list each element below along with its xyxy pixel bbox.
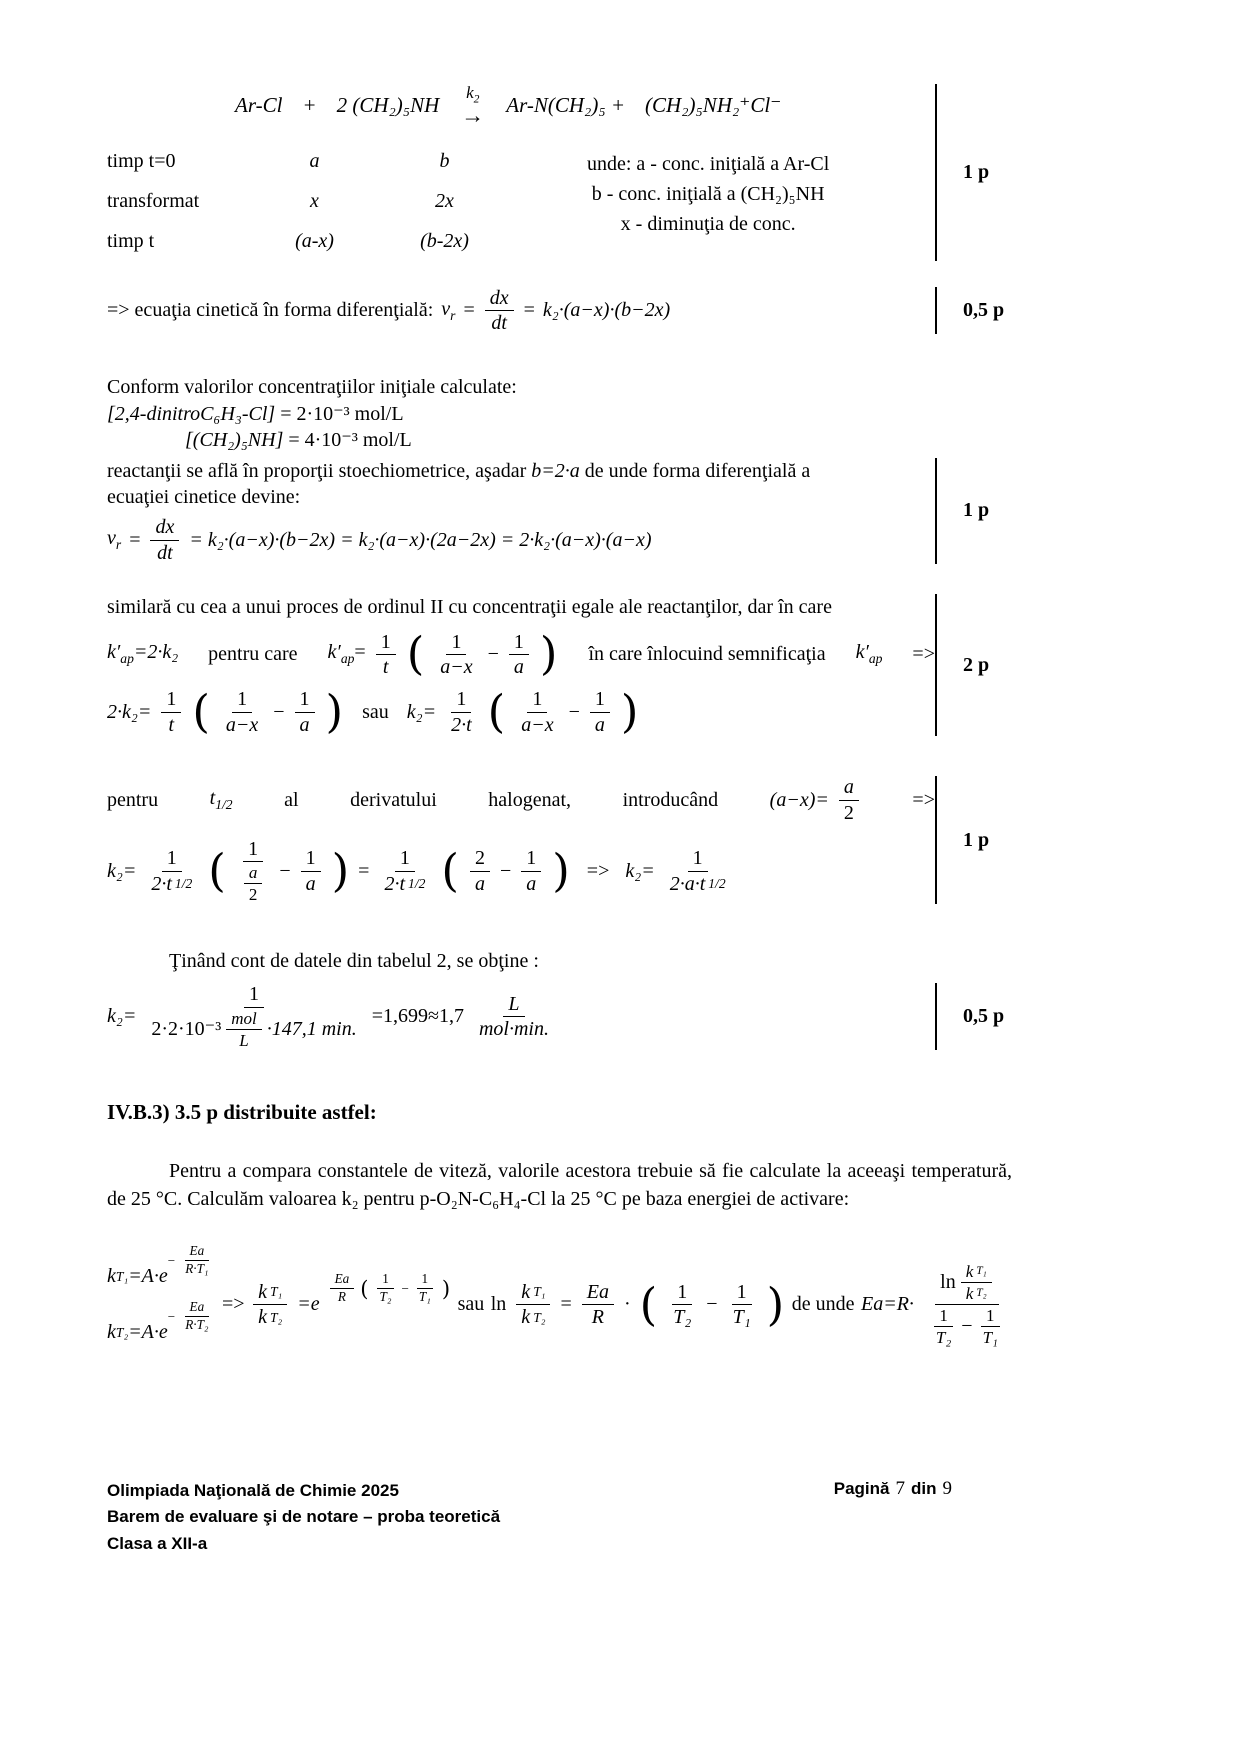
paragraph-text-c: ecuaţiei cinetice devine:: [107, 485, 301, 508]
exponent: [168, 1300, 216, 1333]
minus-sign: −: [568, 700, 580, 723]
numerator: 2: [470, 847, 490, 871]
two-k2-equals: 2·k₂=: [107, 700, 152, 723]
half-subscript: 1/2: [215, 797, 233, 812]
one-over-t: [161, 688, 181, 736]
numerator: 1: [590, 688, 610, 712]
denominator: a: [513, 655, 524, 678]
numerator: [253, 1281, 287, 1305]
k-symbol: k: [107, 1265, 116, 1288]
denominator: [237, 862, 270, 904]
numerator: 1: [243, 838, 263, 862]
denominator: 2: [843, 801, 854, 824]
equation-chain-text: = k₂·(a−x)·(b−2x) = k₂·(a−x)·(2a−2x) = 2·k₂·(a−x)·(a−x): [189, 528, 652, 551]
table2-intro-text: Ţinând cont de datele din tabelul 2, se obţine :: [169, 950, 539, 973]
v-r-symbol: [441, 298, 455, 324]
score-badge-2: [935, 287, 1004, 335]
page-of-label: din: [911, 1479, 937, 1498]
k-ratio: [516, 1281, 550, 1329]
numerator: 1: [301, 847, 321, 871]
numerator: 1: [521, 847, 541, 871]
denominator: T₂: [935, 1328, 952, 1348]
denominator: R: [591, 1306, 604, 1329]
reactant-arcl: Ar-Cl: [235, 92, 283, 117]
a-minus-x-equals-half-a: [770, 776, 861, 824]
minus-sign: −: [167, 1308, 176, 1324]
one-over-a-minus-x: [516, 688, 558, 736]
ap-subscript: ap: [340, 651, 355, 667]
minus-sign: −: [401, 1280, 409, 1296]
plus-sign: +: [302, 92, 317, 117]
numerator: a: [244, 863, 263, 884]
section-apparent-constant: [107, 594, 1241, 739]
denominator: a−x: [440, 655, 473, 678]
k-symbol: k: [521, 1280, 531, 1303]
k2-equals: k₂=: [406, 700, 437, 723]
half-subscript: 1/2: [408, 876, 426, 892]
k-symbol: k: [965, 1284, 974, 1304]
paragraph-text-b: de unde forma diferenţială a: [584, 459, 811, 482]
half-subscript: 1/2: [708, 876, 726, 892]
numerator: 1: [162, 847, 182, 871]
numerator: 1: [244, 983, 264, 1007]
two-t: 2·t: [384, 872, 406, 895]
a-over-2: [839, 776, 859, 824]
denominator: T₁: [732, 1306, 751, 1329]
v-subscript: r: [450, 307, 456, 323]
denominator: t: [168, 713, 175, 736]
minus-sign: −: [273, 700, 285, 723]
v-symbol: v: [441, 297, 451, 320]
one-over-T2: [375, 1272, 397, 1305]
one-over-2t: [446, 688, 477, 736]
equals-sign: =: [523, 299, 535, 322]
species-2-label: [(CH₂)₅NH]: [185, 429, 284, 452]
denominator: T₂: [673, 1306, 692, 1329]
denominator: L: [239, 1030, 249, 1050]
time-factor: ·147,1 min.: [266, 1018, 357, 1041]
col-a-value: (a-x): [295, 229, 334, 252]
reaction-equation: [235, 84, 935, 127]
equals-e: =e: [297, 1293, 320, 1316]
A-e-factor: =A·e: [128, 1265, 168, 1288]
one-over-a-minus-x: [435, 631, 477, 679]
equals-sign: =: [463, 299, 475, 322]
arrhenius-eq-T1: [107, 1243, 216, 1298]
footer-left: [107, 1478, 500, 1557]
sau-text: sau: [457, 1293, 485, 1316]
numeric-fraction: [146, 983, 361, 1049]
one-over-2at-half: [665, 847, 731, 895]
one-over-a: [509, 631, 529, 679]
numerator: 1: [688, 847, 708, 871]
row-label: transformat: [107, 189, 200, 212]
T2-subscript: T₂: [533, 1309, 546, 1325]
numerator: 1: [451, 688, 471, 712]
equals-sign: =: [354, 641, 366, 664]
denominator: t: [382, 655, 389, 678]
footer-page-number: [834, 1478, 952, 1500]
section-stoichiometric: [107, 458, 1241, 565]
footer-document-type: Barem de evaluare şi de notare – proba teoretică: [107, 1507, 501, 1527]
k-subscript: 2: [473, 92, 480, 106]
concentration-2: [185, 427, 935, 453]
k-symbol: k: [107, 1321, 116, 1344]
apparent-constant-content: [107, 594, 935, 739]
a-over-2: [244, 863, 263, 904]
score-badge-6: [935, 983, 1004, 1049]
Ea-over-RT1: [180, 1244, 213, 1277]
col-b-value: b: [439, 149, 450, 172]
arrhenius-derivation: [107, 1243, 1012, 1354]
denominator: [961, 1283, 992, 1303]
k-prime: k′: [107, 641, 121, 664]
denominator: [516, 1305, 550, 1328]
denominator: R: [337, 1289, 346, 1305]
col-a-value: x: [310, 189, 319, 212]
kap-definition-row: [107, 627, 935, 681]
exponent: [168, 1244, 216, 1277]
minus-sign: −: [279, 859, 291, 882]
a-minus-x: (a−x)=: [769, 788, 829, 811]
Ea-over-R: [330, 1272, 355, 1305]
k-symbol: k: [258, 1306, 267, 1329]
minus-sign: −: [961, 1315, 973, 1338]
T1-subscript: T₁: [115, 1268, 129, 1284]
inlocuind-text: în care înlocuind semnificaţia: [588, 642, 826, 665]
score-value: 1 p: [963, 828, 990, 851]
mol-per-liter: [226, 1009, 262, 1050]
Ea-equals-R: Ea=R·: [860, 1293, 914, 1316]
section-numeric-result: [107, 983, 1241, 1049]
implies-sign: =>: [222, 1293, 245, 1316]
species-1-value: = 2·10⁻³ mol/L: [280, 402, 404, 425]
section-reaction-content: [107, 84, 935, 261]
table-row: [107, 181, 517, 221]
numerator: 1: [376, 631, 396, 655]
t-symbol: t: [209, 787, 216, 809]
concentration-1: [107, 401, 935, 427]
denominator: a: [299, 713, 310, 736]
rate-constant-over-arrow: [466, 84, 479, 105]
equals-sign: =: [358, 859, 370, 882]
Ea-over-R: [582, 1281, 614, 1329]
numerator: a: [839, 776, 859, 800]
T1-subscript: T₁: [269, 1284, 283, 1300]
score-value: 1 p: [963, 160, 990, 183]
numerator: [935, 1262, 999, 1305]
T1-subscript: T₁: [533, 1284, 546, 1300]
numerator: 1: [527, 688, 547, 712]
rate-equation-chain: [107, 516, 935, 564]
denominator: 2·t: [451, 713, 472, 736]
one-over-a: [521, 847, 541, 895]
k2-half-life-row: k₂= 1 2·t 1/2 ( $\frac{1}{\frac{a}{2}}$ − $\frac{1}{a}$ ) = 1 2·t 1/2 ( $\frac{2}{a}$ − $\frac{1}{a}$ ) => k₂= 1 2·a·t 1/2: [107, 838, 935, 904]
numerator: Ea: [330, 1272, 355, 1289]
ln-operator: ln: [490, 1293, 507, 1316]
legend-line-a: unde: a - conc. iniţială a Ar-Cl: [587, 152, 830, 175]
numeric-result-line: [107, 983, 935, 1049]
col-b-value: 2x: [435, 189, 454, 212]
paragraph-text-a: reactanţii se află în proporţii stoechiometrice, aşadar: [107, 459, 527, 482]
product-arn: Ar-N(CH₂)₅ +: [506, 92, 626, 117]
denominator: [665, 872, 731, 895]
derivatului-text: derivatului: [350, 788, 437, 811]
k2-equals: k₂=: [107, 859, 137, 882]
v-subscript: r: [115, 537, 122, 553]
page-footer: [107, 1478, 952, 1557]
pentru-care-text: pentru care: [208, 642, 298, 665]
minus-sign: −: [487, 642, 499, 665]
numerator: 1: [934, 1306, 953, 1327]
legend-line-b: b - conc. iniţială a (CH₂)₅NH: [591, 182, 825, 205]
page-total: 9: [942, 1478, 952, 1499]
log-form: ln k T₁ k T₂ = $\frac{Ea}{R}$ · ( $\frac{1}{\text{T₂}}$ − $\frac{1}{\text{T₁}}$ ): [490, 1277, 785, 1331]
one-over-T2: [931, 1306, 956, 1347]
ap-subscript: ap: [120, 651, 134, 667]
denominator: T₁: [982, 1328, 998, 1348]
denominator: [924, 1305, 1010, 1347]
one-over-T2: [668, 1281, 696, 1329]
denominator: a: [594, 713, 605, 736]
numerator: Ea: [582, 1281, 614, 1305]
numerator: L: [503, 993, 524, 1017]
minus-sign: −: [499, 859, 512, 882]
numerator: 1: [446, 631, 466, 655]
equals-sign: =: [560, 1293, 572, 1316]
col-b-value: (b-2x): [420, 229, 469, 252]
numerator: 1: [509, 631, 529, 655]
one-over-a-minus-x: [221, 688, 263, 736]
k-prime: k′: [327, 641, 341, 664]
numerator: dx: [485, 287, 514, 311]
numerator: 1: [395, 847, 415, 871]
activation-energy-paragraph: Pentru a compara constantele de viteză, valorile acestora trebuie să fie calculate la aceeaşi temperatură, de 25 °C. Calculăm valoarea k₂ pentru p-O₂N-C₆H₄-Cl la 25 °C pe baza energiei de activare:: [107, 1159, 1012, 1211]
result-value: =1,699≈1,7: [371, 1005, 464, 1028]
denominator: 2: [248, 885, 258, 905]
stoichiometric-content: [107, 458, 935, 565]
score-badge-3: [935, 458, 989, 565]
kap-symbol: [856, 641, 883, 667]
footer-olympiad-title: Olimpiada Naţională de Chimie 2025: [107, 1481, 399, 1500]
equals-sign: =: [129, 528, 141, 551]
one-over-half-a: [237, 838, 270, 904]
implies-sign: =>: [912, 788, 935, 811]
section-half-life: [107, 776, 1241, 904]
denominator: mol·min.: [478, 1018, 549, 1041]
k-prime: k′: [855, 641, 869, 664]
initial-concentrations-block: [107, 374, 935, 453]
two-a-t: 2·a·t: [669, 872, 706, 895]
k-ratio: [253, 1281, 287, 1329]
denominator: a: [474, 872, 485, 895]
col-a-value: a: [309, 149, 320, 172]
numerator: 1: [377, 1272, 394, 1289]
one-over-t: [376, 631, 396, 679]
denominator: dt: [157, 541, 173, 564]
differential-equation-line: [107, 287, 935, 335]
one-over-T1: [728, 1281, 756, 1329]
T2-subscript: T₂: [269, 1309, 283, 1325]
arrow-icon: →: [461, 102, 485, 128]
ap-subscript: ap: [868, 651, 883, 667]
k-symbol: k: [466, 83, 474, 102]
numerator: Ea: [185, 1300, 210, 1317]
kap-integrated-form: $k'_{ap}=$ $\frac{1}{t}$ ( $\frac{1}{a-x}$ − $\frac{1}{a}$ ): [327, 627, 558, 681]
Ea-over-RT2: [180, 1300, 213, 1333]
denominator: R·T₁: [185, 1261, 209, 1277]
score-badge-5: [935, 776, 989, 904]
k-symbol: k: [965, 1262, 974, 1282]
one-over-a: [590, 688, 610, 736]
unit-fraction: [474, 993, 554, 1041]
minus-sign: −: [167, 1252, 176, 1268]
denominator: a−x: [225, 713, 259, 736]
one-over-T1: [414, 1272, 436, 1305]
one-over-a: [301, 847, 321, 895]
denominator: dt: [491, 312, 507, 335]
legend-line-x: x - diminuţia de conc.: [620, 212, 796, 235]
two-over-a: [470, 847, 490, 895]
denominator: [146, 1008, 361, 1050]
legend: [587, 141, 829, 261]
coefficient: 2·2·10⁻³: [151, 1018, 222, 1041]
numerator: 1: [295, 688, 315, 712]
table-row: [107, 221, 517, 261]
rate-expression: k₂·(a−x)·(b−2x): [542, 299, 671, 322]
section-reaction-scheme: [107, 84, 1241, 261]
numerator: mol: [226, 1009, 262, 1030]
implies-sign: =>: [586, 859, 610, 882]
numerator: 1: [417, 1272, 434, 1289]
half-life-intro-row: [107, 776, 935, 824]
numerator: 1: [232, 688, 252, 712]
reactant-amine: 2 (CH₂)₅NH: [336, 92, 440, 117]
half-life-content: [107, 776, 935, 904]
al-text: al: [284, 788, 299, 811]
A-e-factor: =A·e: [128, 1321, 168, 1344]
halogenat-text: halogenat,: [488, 788, 572, 811]
numerator: [961, 1262, 992, 1283]
one-over-T1: [978, 1306, 1003, 1347]
score-value: 0,5 p: [963, 1005, 1005, 1028]
k2-solved-row: 2·k₂= $\frac{1}{t}$ ( $\frac{1}{a-x}$ − $\frac{1}{a}$ ) sau k₂= $\frac{1}{2\cdot t}$ ( $\frac{1}{a-x}$ − $\frac{1}{a}$ ): [107, 685, 639, 739]
score-badge-1: [935, 84, 989, 261]
row-label: timp t: [107, 229, 155, 252]
sau-text: sau: [362, 700, 389, 723]
k2-equals: k₂=: [107, 1005, 137, 1028]
one-over-2t-half: [146, 847, 197, 895]
numerator: Ea: [185, 1244, 210, 1261]
numerator: 1: [732, 1281, 752, 1305]
Ea-solved-form: [861, 1262, 1012, 1347]
product-salt: (CH₂)₅NH₂⁺Cl⁻: [645, 92, 782, 117]
denominator: T₁: [418, 1289, 431, 1305]
T1-subscript: T₁: [976, 1264, 987, 1278]
ratio-exponential-form: [251, 1271, 451, 1329]
pentru-text: pentru: [107, 788, 159, 811]
second-order-text: similară cu cea a unui proces de ordinul II cu concentraţii egale ale reactanţilor, dar în care: [107, 596, 832, 619]
score-value: 0,5 p: [963, 299, 1005, 322]
species-1-label: [2,4-dinitroC₆H₃-Cl]: [107, 402, 276, 425]
half-subscript: 1/2: [174, 876, 193, 892]
page-current: 7: [895, 1478, 905, 1499]
introducand-text: introducând: [622, 788, 719, 811]
equation-intro-text: => ecuaţia cinetică în forma diferenţială:: [107, 299, 434, 322]
denominator: T₂: [379, 1289, 392, 1305]
denominator: a−x: [521, 713, 554, 736]
Ea-big-fraction: [924, 1262, 1010, 1347]
arrhenius-equations: [107, 1243, 216, 1354]
section-differential-equation: [107, 287, 1241, 335]
subsection-heading: IV.B.3) 3.5 p distribuite astfel:: [107, 1099, 377, 1124]
stoichiometric-paragraph: [107, 458, 935, 484]
numerator: dx: [150, 516, 179, 540]
denominator: a: [526, 872, 537, 895]
implies-sign: =>: [912, 642, 935, 665]
dx-dt-fraction: [485, 287, 514, 335]
species-2-value: = 4·10⁻³ mol/L: [288, 429, 412, 452]
score-value: 1 p: [963, 499, 990, 522]
denominator: [379, 872, 430, 895]
concentrations-intro: Conform valorilor concentraţiilor iniţiale calculate:: [107, 376, 517, 399]
denominator: [146, 872, 197, 895]
numerator: [516, 1281, 550, 1305]
denominator: a: [305, 872, 316, 895]
exponent: $\frac{Ea}{R}$ ( $\frac{1}{\text{T₂}}$ − $\frac{1}{\text{T₁}}$ ): [328, 1272, 451, 1305]
T2-subscript: T₂: [976, 1286, 987, 1300]
reaction-arrow-group: [461, 84, 484, 127]
T2-subscript: T₂: [115, 1324, 129, 1340]
arrhenius-eq-T2: [107, 1299, 216, 1354]
b-equals-2a: b=2·a: [531, 459, 580, 482]
page-label: Pagină: [833, 1479, 890, 1498]
definition-rest: =2·k₂: [133, 641, 179, 664]
denominator: R·T₂: [185, 1317, 209, 1333]
de-unde-text: de unde: [791, 1293, 855, 1316]
kap-equals-2k2: [107, 641, 178, 667]
v-r-symbol: [107, 527, 121, 553]
one-over-2t-half: [379, 847, 430, 895]
kinetics-table-area: [107, 141, 935, 261]
score-badge-4: [935, 594, 989, 736]
numerator: 1: [981, 1306, 1000, 1327]
one-over-a: [295, 688, 315, 736]
k2-equals: k₂=: [625, 859, 655, 882]
kinetics-table: [107, 141, 517, 261]
kap-symbol: [328, 641, 366, 667]
footer-class: Clasa a XII-a: [107, 1533, 208, 1553]
denominator: [253, 1305, 287, 1328]
row-label: timp t=0: [107, 149, 176, 172]
dx-dt-fraction: [150, 516, 179, 564]
score-value: 2 p: [963, 653, 990, 676]
numerator: 1: [161, 688, 181, 712]
t-half-symbol: [210, 787, 233, 813]
k-symbol: k: [258, 1280, 267, 1303]
table-row: [107, 141, 517, 181]
dot-operator: ·: [623, 1293, 631, 1316]
v-symbol: v: [107, 527, 116, 550]
k-ratio: [961, 1262, 992, 1303]
two-t: 2·t: [151, 872, 172, 895]
k-symbol: k: [521, 1306, 531, 1329]
numerator: 1: [672, 1281, 692, 1305]
minus-sign: −: [706, 1293, 718, 1316]
ln-operator: ln: [940, 1271, 956, 1294]
